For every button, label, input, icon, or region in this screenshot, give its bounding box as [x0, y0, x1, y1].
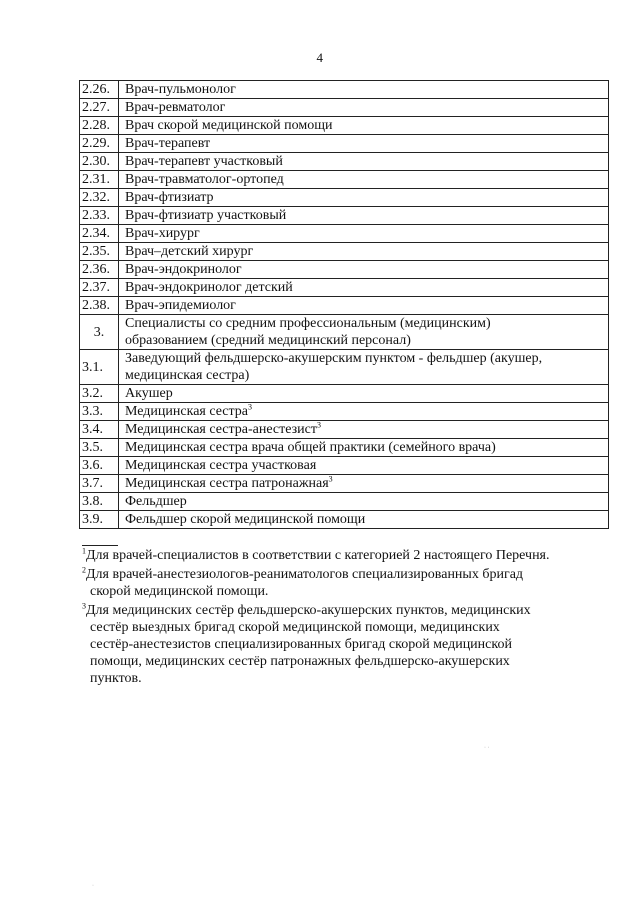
footnote-line: Для врачей-специалистов в соответствии с категорией 2 настоящего Перечня.: [86, 548, 550, 563]
footnote-mark: 2: [82, 565, 86, 575]
row-number: 2.28.: [80, 117, 119, 135]
table-row: [80, 439, 609, 457]
row-title: [119, 207, 609, 225]
row-title: [119, 385, 609, 403]
table-row: [80, 99, 609, 117]
scan-speck: · ·: [484, 745, 490, 751]
row-title-line: Медицинская сестра участковая: [125, 458, 317, 473]
row-number: 3.5.: [80, 439, 119, 457]
row-title-line: Врач-пульмонолог: [125, 82, 236, 97]
row-title: [119, 403, 609, 421]
row-title: [119, 439, 609, 457]
specialties-table: [79, 80, 609, 529]
row-number: 2.38.: [80, 297, 119, 315]
table-row: [80, 225, 609, 243]
row-number: 2.33.: [80, 207, 119, 225]
row-number: 2.31.: [80, 171, 119, 189]
row-title-line: Врач-эпидемиолог: [125, 298, 236, 313]
footnote-line: сестёр-анестезистов специализированных бригад скорой медицинской: [90, 637, 512, 652]
row-title: [119, 189, 609, 207]
table-row: [80, 403, 609, 421]
row-number: 3.2.: [80, 385, 119, 403]
row-title: [119, 297, 609, 315]
footnote-mark: 3: [82, 601, 86, 611]
footnote-reference: 3: [248, 402, 253, 412]
row-title: [119, 171, 609, 189]
row-title: [119, 475, 609, 493]
row-title-line: Врач-ревматолог: [125, 100, 226, 115]
footnote-line: Для медицинских сестёр фельдшерско-акушерских пунктов, медицинских: [86, 603, 531, 618]
row-title: [119, 117, 609, 135]
footnotes: [82, 547, 612, 689]
table-row: [80, 457, 609, 475]
row-title-line: Фельдшер: [125, 494, 187, 509]
row-number: 3.6.: [80, 457, 119, 475]
row-number: 2.30.: [80, 153, 119, 171]
row-title: [119, 493, 609, 511]
row-title-line: Врач-хирург: [125, 226, 200, 241]
table-row: [80, 315, 609, 350]
row-title-line: образованием (средний медицинский персонал): [125, 333, 411, 348]
row-number: 3.9.: [80, 511, 119, 529]
footnote-reference: 3: [317, 420, 322, 430]
footnote-line: пунктов.: [90, 671, 142, 686]
table-row: [80, 279, 609, 297]
table-row: [80, 350, 609, 385]
table-row: [80, 171, 609, 189]
row-title-line: Врач-эндокринолог: [125, 262, 242, 277]
row-number: 2.26.: [80, 81, 119, 99]
table-row: [80, 421, 609, 439]
row-title: [119, 421, 609, 439]
table-row: [80, 153, 609, 171]
row-number: 3.7.: [80, 475, 119, 493]
row-title-line: Медицинская сестра: [125, 404, 249, 419]
row-title: [119, 225, 609, 243]
row-title: [119, 511, 609, 529]
row-title-line: Врач-травматолог-ортопед: [125, 172, 284, 187]
table-row: [80, 385, 609, 403]
footnote-line: сестёр выездных бригад скорой медицинской помощи, медицинских: [90, 620, 500, 635]
row-number: 3.4.: [80, 421, 119, 439]
row-title: [119, 135, 609, 153]
footnote-mark: 1: [82, 546, 86, 556]
footnote-line: помощи, медицинских сестёр патронажных фельдшерско-акушерских: [90, 654, 510, 669]
row-title-line: Специалисты со средним профессиональным (медицинским): [125, 316, 491, 331]
row-number: 3.: [80, 315, 119, 350]
row-number: 2.36.: [80, 261, 119, 279]
row-number: 2.32.: [80, 189, 119, 207]
table-row: [80, 297, 609, 315]
table-row: [80, 261, 609, 279]
table-row: [80, 475, 609, 493]
row-title: [119, 315, 609, 350]
footnote-line: Для врачей-анестезиологов-реаниматологов специализированных бригад: [86, 567, 524, 582]
row-title: [119, 350, 609, 385]
footnote-1: [82, 547, 612, 564]
row-title: [119, 99, 609, 117]
row-title-line: Медицинская сестра-анестезист: [125, 422, 318, 437]
table-row: [80, 135, 609, 153]
row-title: [119, 261, 609, 279]
row-title: [119, 279, 609, 297]
footnote-line: скорой медицинской помощи.: [90, 584, 269, 599]
row-title-line: медицинская сестра): [125, 368, 250, 383]
row-title-line: Врач–детский хирург: [125, 244, 254, 259]
table-body: [80, 81, 609, 529]
row-title: [119, 81, 609, 99]
row-number: 2.35.: [80, 243, 119, 261]
footnote-2: [82, 566, 612, 600]
table-row: [80, 207, 609, 225]
table-row: [80, 493, 609, 511]
row-title-line: Врач-фтизиатр: [125, 190, 214, 205]
row-title-line: Врач-терапевт: [125, 136, 211, 151]
row-title: [119, 153, 609, 171]
row-title-line: Врач-эндокринолог детский: [125, 280, 293, 295]
row-title-line: Заведующий фельдшерско-акушерским пунктом - фельдшер (акушер,: [125, 351, 543, 366]
row-title: [119, 457, 609, 475]
row-title-line: Врач-фтизиатр участковый: [125, 208, 287, 223]
row-number: 3.8.: [80, 493, 119, 511]
scan-speck: ·: [92, 883, 94, 889]
page-number: 4: [316, 50, 324, 65]
footnote-3: [82, 602, 612, 687]
row-title-line: Врач-терапевт участковый: [125, 154, 283, 169]
footnote-separator: [82, 545, 118, 546]
footnote-reference: 3: [328, 474, 333, 484]
table-row: [80, 117, 609, 135]
table-row: [80, 511, 609, 529]
table-row: [80, 81, 609, 99]
row-title-line: Акушер: [125, 386, 173, 401]
row-number: 3.3.: [80, 403, 119, 421]
row-number: 2.29.: [80, 135, 119, 153]
row-title: [119, 243, 609, 261]
row-title-line: Медицинская сестра врача общей практики (семейного врача): [125, 440, 496, 455]
row-number: 2.34.: [80, 225, 119, 243]
row-number: 2.27.: [80, 99, 119, 117]
row-number: 3.1.: [80, 350, 119, 385]
row-title-line: Врач скорой медицинской помощи: [125, 118, 333, 133]
table-row: [80, 189, 609, 207]
row-number: 2.37.: [80, 279, 119, 297]
row-title-line: Фельдшер скорой медицинской помощи: [125, 512, 366, 527]
row-title-line: Медицинская сестра патронажная: [125, 476, 329, 491]
table-row: [80, 243, 609, 261]
